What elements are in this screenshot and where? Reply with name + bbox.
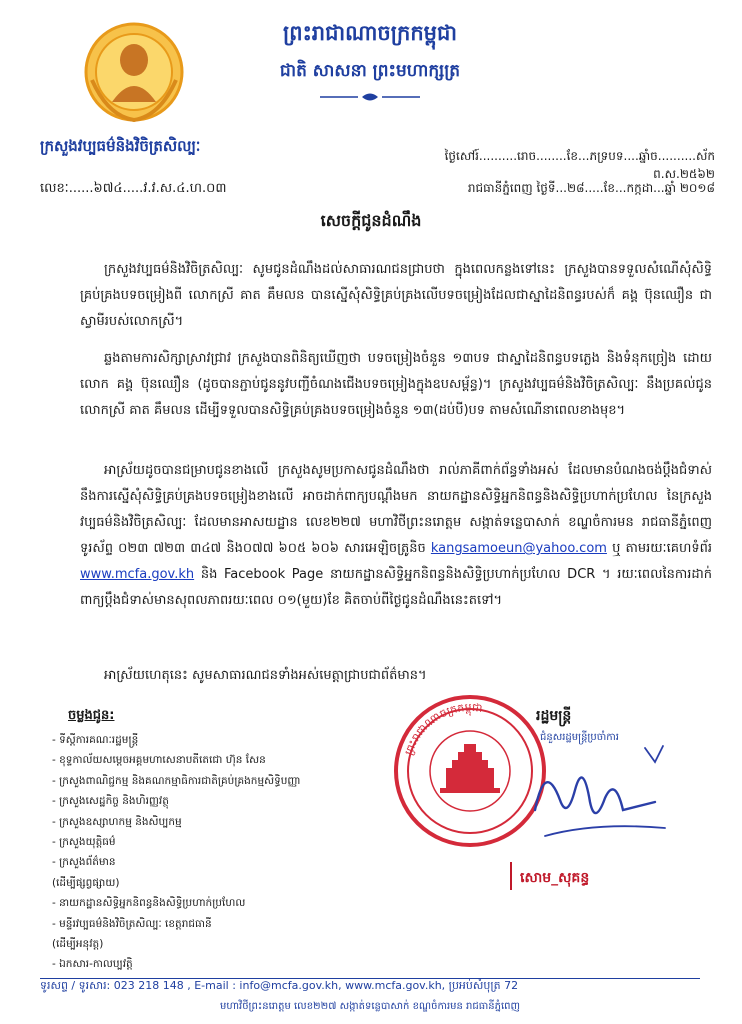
ministry-name: ក្រសួងវប្បធម៌និងវិចិត្រសិល្បៈ <box>40 137 201 155</box>
recipient-item: - មន្ទីរវប្បធម៌និងវិចិត្រសិល្បៈ ខេត្តរាជធានី <box>52 917 212 930</box>
paragraph-4: អាស្រ័យហេតុនេះ សូមសាធារណជនទាំងអស់មេត្តាជ្រាបជាព័ត៌មាន។ <box>104 668 427 683</box>
paragraph-3 <box>80 458 712 614</box>
website-link[interactable]: www.mcfa.gov.kh <box>80 567 195 582</box>
paragraph-2: ឆ្លងតាមការសិក្សាស្រាវជ្រាវ ក្រសួងបានពិនិត្យឃើញថា បទចម្រៀងចំនួន ១៣បទ ជាស្នាដៃនិពន្ធបទភ្លេង និងទំនុកច្រៀង ដោយលោក គង្គ ប៊ុនឈឿន (ដូចបានភ្ជាប់ជូននូវបញ្ជីចំណងជើងបទចម្រៀងក្នុងឧបសម្ព័ន្ធ)។ ក្រសួងវប្បធម៌និងវិចិត្រសិល្បៈ នឹងប្រគល់ជូន លោកស្រី គាត គឹមលន ដើម្បីទទួលបានសិទ្ធិគ្រប់គ្រងបទចម្រៀងចំនួន ១៣(ដប់បី)បទ តាមសំណើនាពេលខាងមុខ។ <box>80 351 712 418</box>
recipient-item: (ដើម្បីអនុវត្ត) <box>52 938 104 951</box>
signer-name: សោម_សុគន្ធ <box>520 870 590 886</box>
recipient-item: - នាយកដ្ឋានសិទ្ធិអ្នកនិពន្ធនិងសិទ្ធិប្រហាក់ប្រហែល <box>52 897 246 910</box>
recipient-item: - ក្រសួងសេដ្ឋកិច្ច និងហិរញ្ញវត្ថុ <box>52 795 169 808</box>
footer-address: មហាវិថីព្រះនរោត្តម លេខ២២៧ សង្កាត់ទន្លេបាសាក់ ខណ្ឌចំការមន រាជធានីភ្នំពេញ <box>219 1001 521 1012</box>
national-motto: ជាតិ សាសនា ព្រះមហាក្សត្រ <box>279 61 461 81</box>
email-link[interactable]: kangsamoeun@yahoo.com <box>430 541 607 556</box>
paragraph-3-text-b: ឬ តាមរយៈគេហទំព័រ <box>606 541 712 556</box>
solar-date: រាជធានីភ្នំពេញ ថ្ងៃទី...២៨.....ខែ...កក្កដា...ឆ្នាំ ២០១៨ <box>467 181 715 195</box>
paragraph-1: ក្រសួងវប្បធម៌និងវិចិត្រសិល្បៈ សូមជូនដំណឹងដល់សាធារណជនជ្រាបថា ក្នុងពេលកន្លងទៅនេះ ក្រសួងបានទទួលសំណើសុំសិទ្ធិគ្រប់គ្រងបទចម្រៀងពី លោកស្រី គាត គឹមលន បានស្នើសុំសិទ្ធិគ្រប់គ្រងលើបទចម្រៀងដែលជាស្នាដៃនិពន្ធរបស់ក៏ គង្គ ប៊ុនឈឿន ជាស្វាមីរបស់លោកស្រី។ <box>80 262 712 329</box>
kingdom-heading: ព្រះរាជាណាចក្រកម្ពុជា <box>282 21 457 45</box>
recipient-item: - ក្រសួងព័ត៌មាន <box>52 856 116 869</box>
notice-title: សេចក្តីជូនដំណឹង <box>320 211 422 230</box>
recipient-item: - ក្រសួងពាណិជ្ជកម្ម និងគណកម្មាធិការជាតិគ្រប់គ្រងកម្មសិទ្ធិបញ្ញា <box>52 774 301 787</box>
recipient-item: - ក្រសួងយុត្តិធម៌ <box>52 836 116 849</box>
footer-contact: ទូរសព្ទ / ទូរសារ: 023 218 148 , E-mail : info@mcfa.gov.kh, www.mcfa.gov.kh, ប្រអប់សំបុត្រ 72 <box>40 979 519 992</box>
recipient-item: - ឯកសារ-កាលប្បវត្តិ <box>52 958 133 971</box>
paragraph-3-text-a: អាស្រ័យដូចបានជម្រាបជូនខាងលើ ក្រសួងសូមប្រកាសជូនដំណឹងថា រាល់ភាគីពាក់ព័ន្ធទាំងអស់ ដែលមានបំណងចង់ប្តឹងជំទាស់នឹងការស្នើសុំសិទ្ធិគ្រប់គ្រងបទចម្រៀងខាងលើ អាចដាក់ពាក្យបណ្តឹងមក នាយកដ្ឋានសិទ្ធិអ្នកនិពន្ធនិងសិទ្ធិប្រហាក់ប្រហែល នៃក្រសួងវប្បធម៌និងវិចិត្រសិល្បៈ ដែលមានអាសយដ្ឋាន លេខ២២៧ មហាវិថីព្រះនរោត្តម សង្កាត់ទន្លេបាសាក់ ខណ្ឌចំការមន រាជធានីភ្នំពេញ ទូរស័ព្ទ ០២៣ ៧២៣ ៣៤៧ និង០៧៧ ៦០៥ ៦០៦ សារអេឡិចត្រូនិច <box>80 463 712 556</box>
seal-text: ព្រះរាជាណាចក្រកម្ពុជា <box>402 700 484 758</box>
handwritten-signature-icon <box>505 740 675 860</box>
stamp-line: ជំនួសរដ្ឋមន្ត្រីប្រចាំការ <box>540 732 619 743</box>
recipient-item: - ក្រសួងឧស្សាហកម្ម និងសិប្បកម្ម <box>52 815 182 828</box>
ministry-logo-icon <box>78 20 190 124</box>
ornament-divider-icon <box>318 92 422 102</box>
minister-title: រដ្ឋមន្ត្រី <box>536 708 572 724</box>
recipient-item: - ទីស្តីការគណៈរដ្ឋមន្ត្រី <box>52 734 139 746</box>
recipient-item: - ខុទ្ទកាល័យសម្តេចអគ្គមហាសេនាបតីតេជោ ហ៊ុន សែន <box>52 754 266 767</box>
recipient-item: (ដើម្បីផ្សព្វផ្សាយ) <box>52 876 120 889</box>
paragraph-3-text-c: និង Facebook Page នាយកដ្ឋានសិទ្ធិអ្នកនិពន្ធនិងសិទ្ធិប្រហាក់ប្រហែល DCR ។ រយៈពេលនៃការដាក់ពាក្យប្តឹងជំទាស់មានសុពលភាពរយៈពេល ០១(មួយ)ខែ គិតចាប់ពីថ្ងៃជូនដំណឹងនេះតទៅ។ <box>80 567 712 608</box>
reference-number: លេខៈ......៦៧៤.....វ.វ.ស.៤.ហ.០៣ <box>40 181 227 196</box>
recipients-title: ចម្លងជូន: <box>68 708 115 723</box>
lunar-date: ថ្ងៃសៅរ៍..........រោច........ខែ...ភទ្របទ....ឆ្នាំច..........ស័ក ព.ស.២៥៦២ <box>444 149 715 181</box>
recipients-list <box>52 730 392 975</box>
